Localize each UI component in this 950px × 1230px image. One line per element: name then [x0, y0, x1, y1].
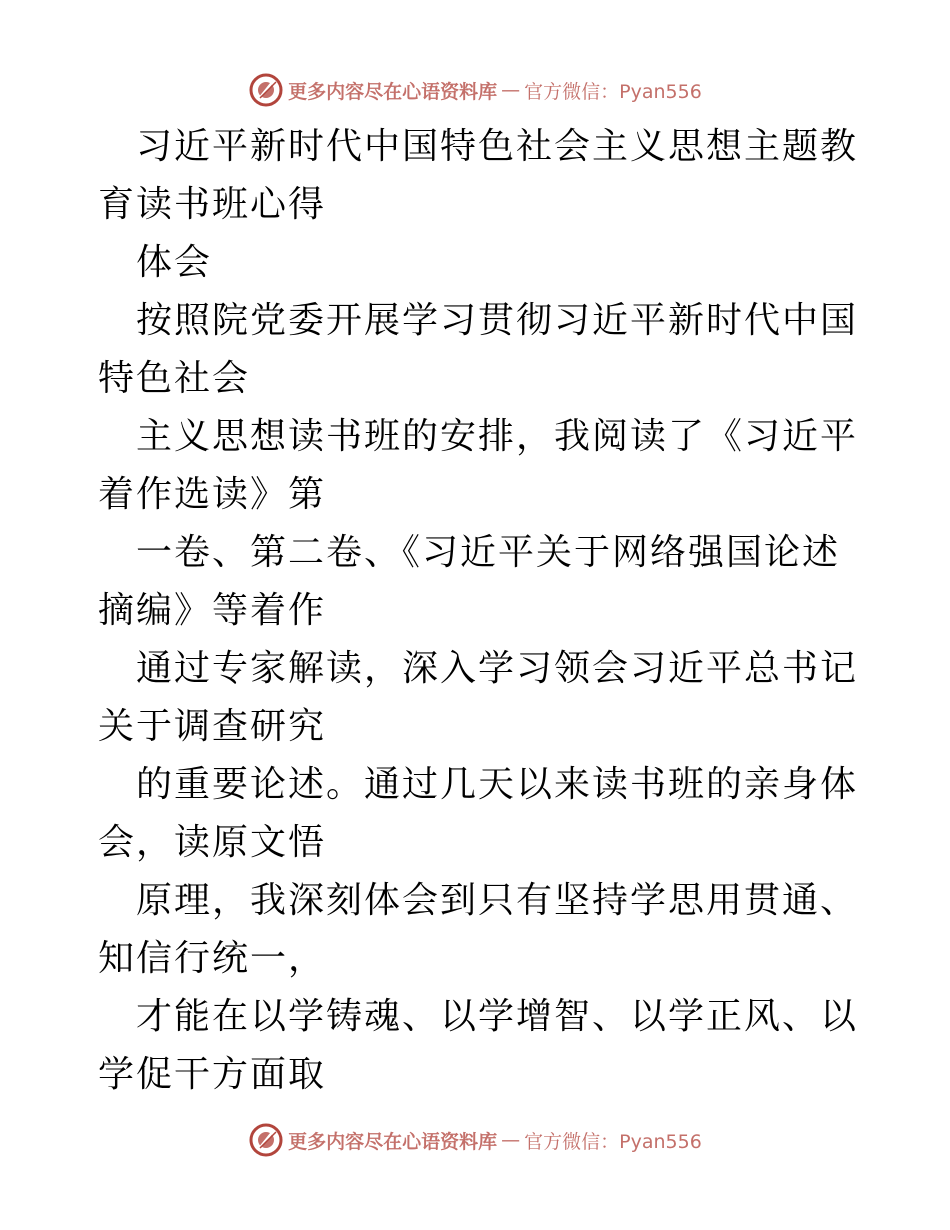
- document-body: [98, 118, 858, 1104]
- banner-site-name: 更多内容尽在心语资料库: [288, 80, 498, 103]
- logo-icon: [248, 72, 284, 108]
- banner-site-name: 更多内容尽在心语资料库: [288, 1130, 498, 1153]
- banner-dash: —: [501, 1129, 521, 1151]
- paragraph-5: 一卷、第二卷、《习近平关于网络强国论述摘编》等着作: [98, 532, 841, 631]
- paragraph-2: 体会: [136, 242, 213, 283]
- paragraph-6: 通过专家解读，深入学习领会习近平总书记关于调查研究: [98, 648, 859, 747]
- logo-icon: [248, 1122, 284, 1158]
- banner-wechat-id: 官方微信：Pyan556: [524, 80, 702, 103]
- paragraph-8: 原理，我深刻体会到只有坚持学思用贯通、知信行统一，: [98, 880, 859, 979]
- header-banner: [0, 70, 950, 110]
- paragraph-7: 的重要论述。通过几天以来读书班的亲身体会，读原文悟: [98, 764, 859, 863]
- paragraph-4: 主义思想读书班的安排，我阅读了《习近平着作选读》第: [98, 416, 859, 515]
- paragraph-3: 按照院党委开展学习贯彻习近平新时代中国特色社会: [98, 300, 859, 399]
- paragraph-1: 习近平新时代中国特色社会主义思想主题教育读书班心得: [98, 126, 859, 225]
- footer-banner: [0, 1120, 950, 1160]
- paragraph-9: 才能在以学铸魂、以学增智、以学正风、以学促干方面取: [98, 996, 859, 1095]
- banner-dash: —: [501, 79, 521, 101]
- banner-wechat-id: 官方微信：Pyan556: [524, 1130, 702, 1153]
